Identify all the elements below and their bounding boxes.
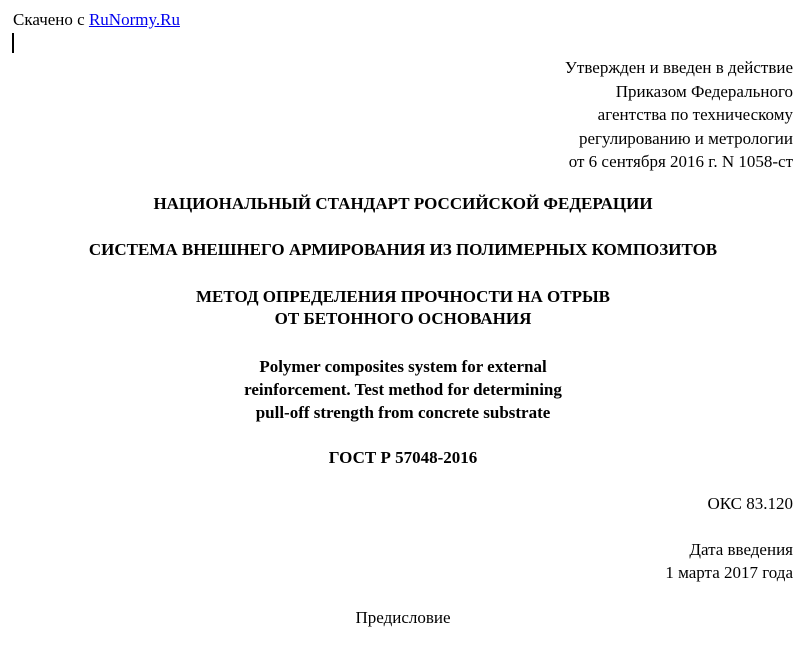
english-title-line: pull-off strength from concrete substrate — [255, 403, 551, 422]
source-link[interactable]: RuNormy.Ru — [88, 10, 180, 29]
source-line — [13, 9, 180, 31]
method-heading-line: МЕТОД ОПРЕДЕЛЕНИЯ ПРОЧНОСТИ НА ОТРЫВ — [195, 287, 611, 306]
english-title-line: reinforcement. Test method for determining — [244, 380, 562, 399]
national-standard-heading: НАЦИОНАЛЬНЫЙ СТАНДАРТ РОССИЙСКОЙ ФЕДЕРАЦИИ — [153, 194, 653, 213]
gost-number: ГОСТ Р 57048-2016 — [328, 448, 478, 467]
preface-title: Предисловие — [355, 608, 451, 627]
approval-line: Утвержден и введен в действие — [564, 58, 793, 77]
system-heading: СИСТЕМА ВНЕШНЕГО АРМИРОВАНИЯ ИЗ ПОЛИМЕРНЫХ КОМПОЗИТОВ — [88, 240, 718, 259]
english-title-line: Polymer composites system for external — [259, 357, 547, 376]
approval-line: регулированию и метрологии — [578, 128, 793, 148]
introduction-date: 1 марта 2017 года — [665, 563, 793, 582]
introduction-date-block — [665, 538, 793, 584]
oks-code: ОКС 83.120 — [707, 494, 793, 513]
approval-block — [565, 56, 793, 174]
source-prefix: Скачено с — [13, 10, 85, 29]
approval-line: от 6 сентября 2016 г. N 1058-ст — [568, 152, 793, 171]
approval-line: агентства по техническому — [597, 105, 793, 124]
method-heading-line: ОТ БЕТОННОГО ОСНОВАНИЯ — [274, 309, 532, 328]
introduction-label: Дата введения — [689, 540, 793, 559]
text-cursor — [12, 33, 14, 53]
method-heading — [0, 286, 799, 330]
approval-line: Приказом Федерального — [615, 81, 793, 101]
english-title — [0, 355, 799, 424]
